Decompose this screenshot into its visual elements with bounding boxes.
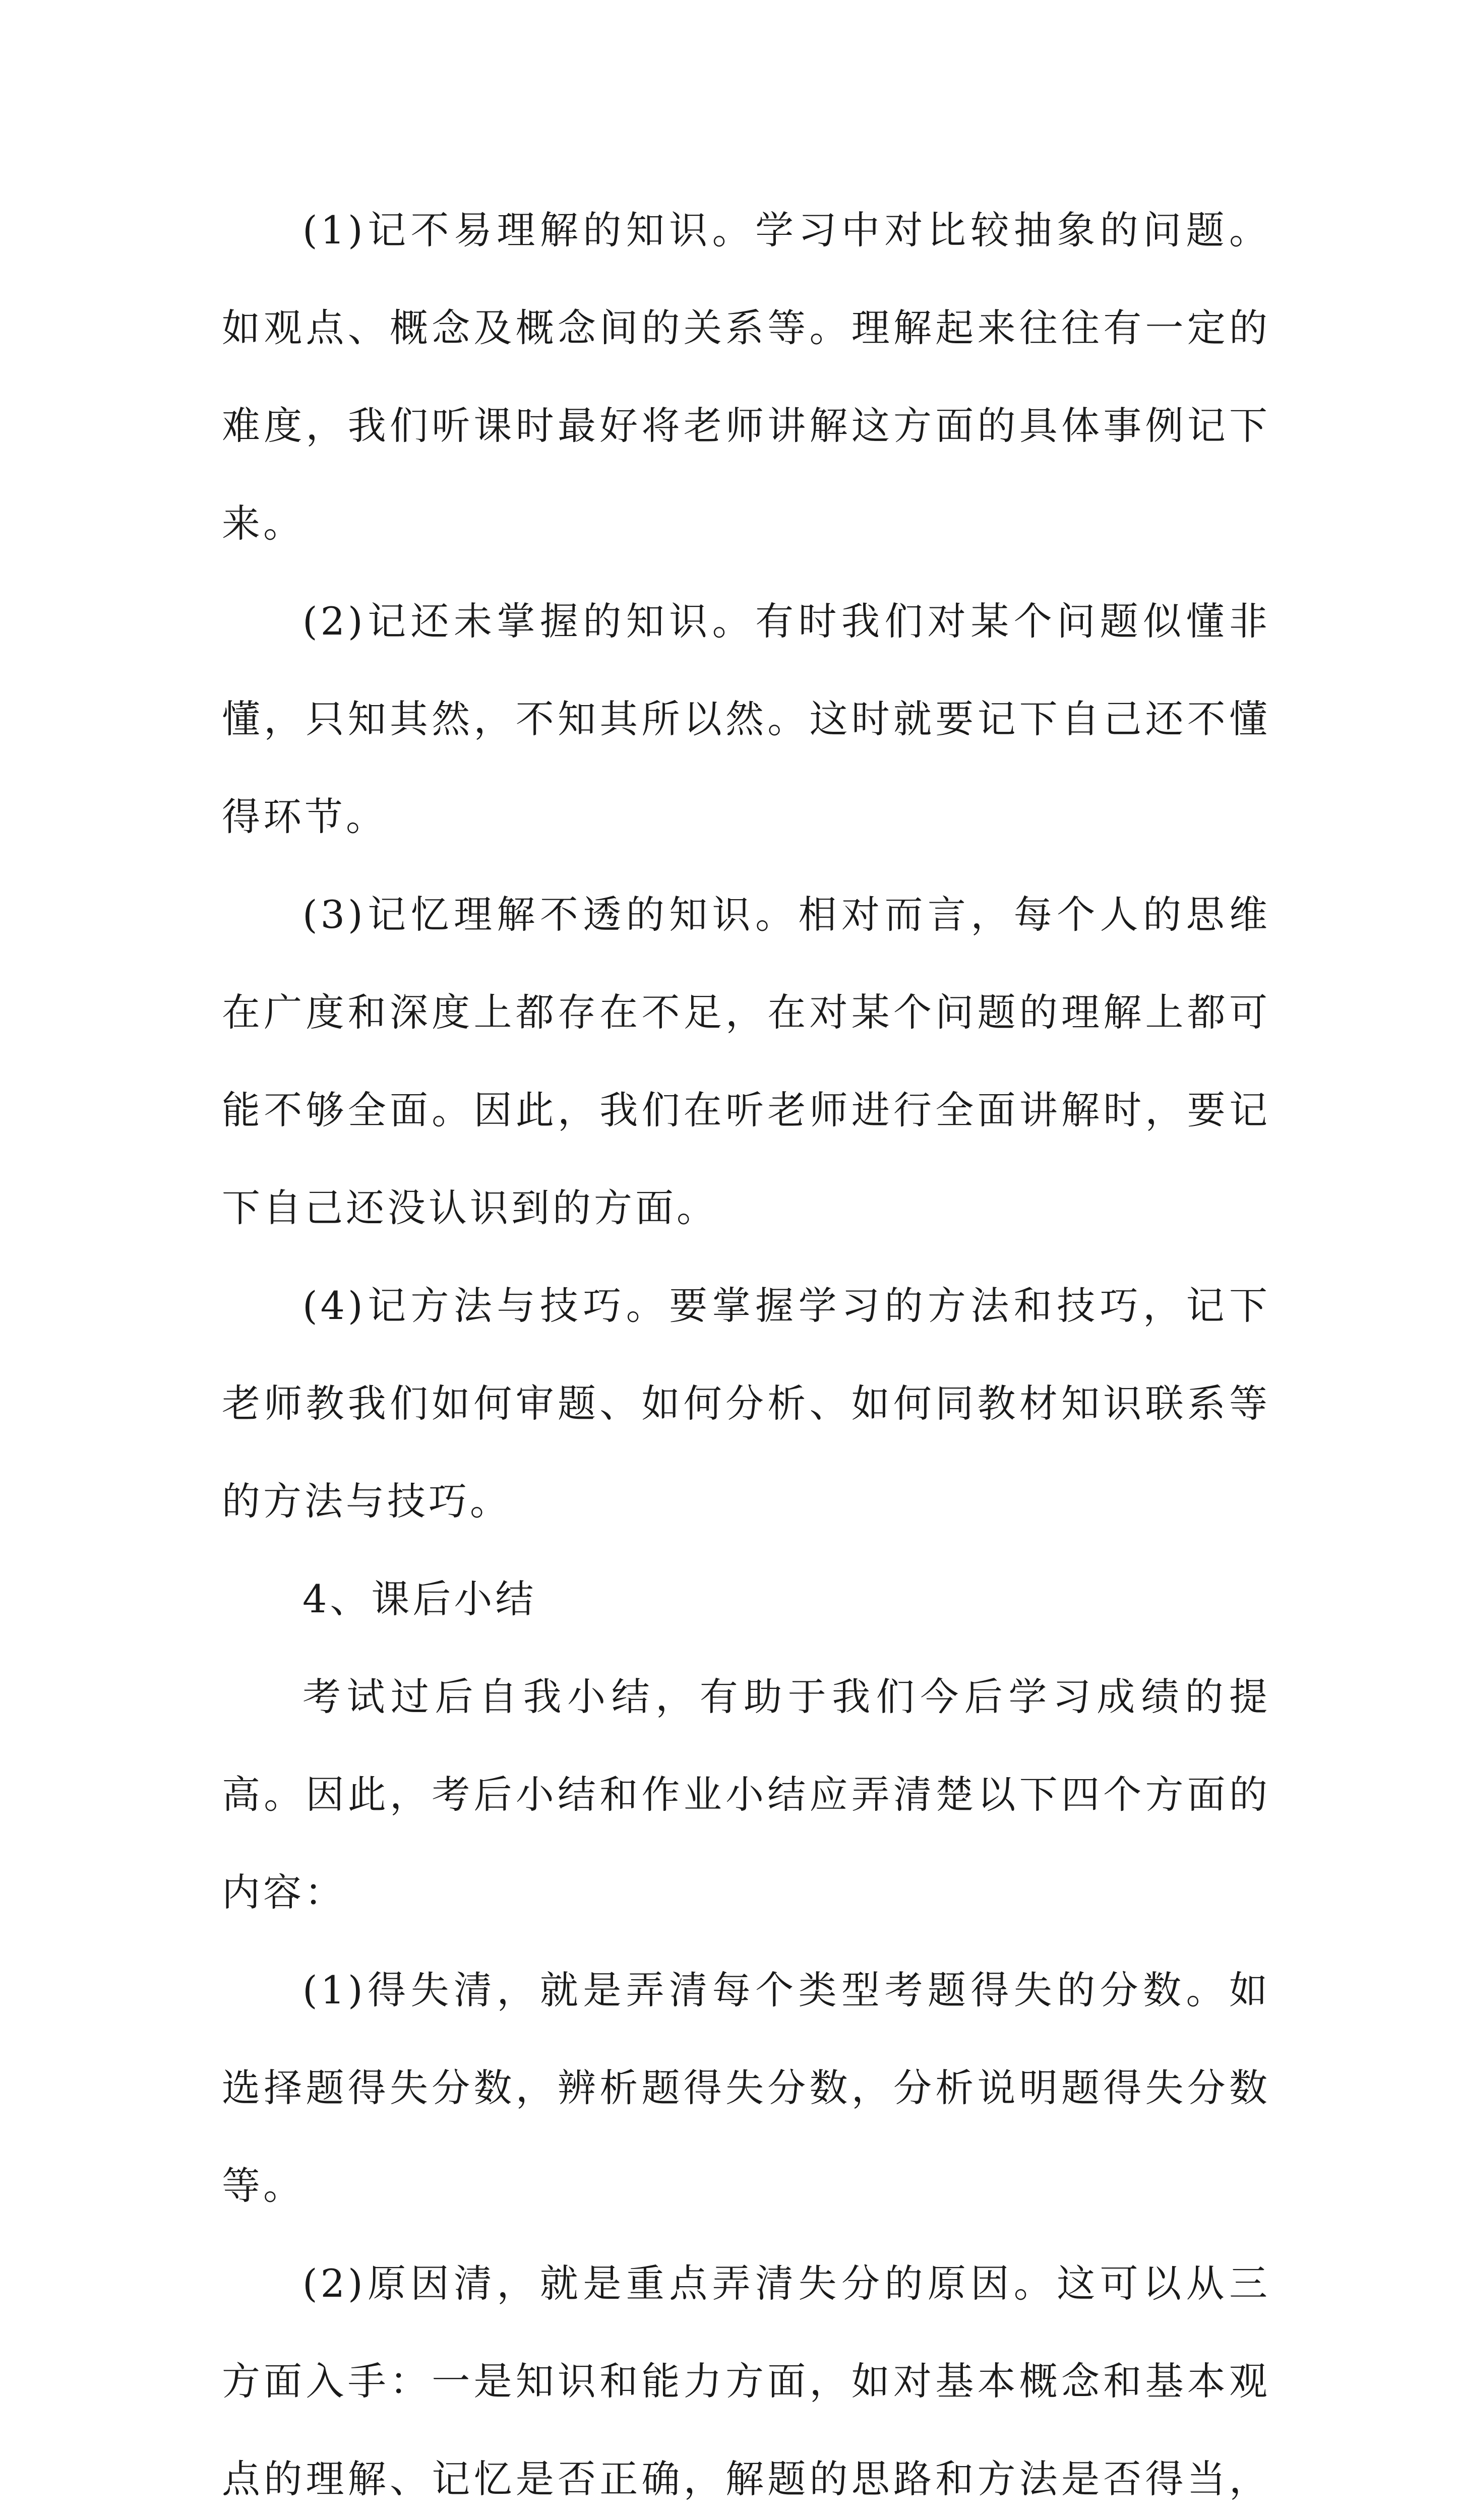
- paragraph-note-difficult: (1)记不易理解的知识。学习中对比较抽象的问题。如观点、概念及概念间的关系等。理解起来往往有一定的难度，我们听课时最好将老师讲解这方面的具体事例记下来。: [222, 208, 1270, 546]
- paragraph-summary-intro: 考试过后自我小结，有助于我们今后学习成绩的提高。因此，考后小结和作业小结应弄清楚以下四个方面的内容：: [222, 1674, 1270, 1915]
- section-heading-summary: 4、课后小结: [302, 1577, 537, 1621]
- document-body: [222, 181, 1270, 2520]
- paragraph-note-unclear: (3)记忆理解不透的知识。相对而言，每个人的思维在广度和深度上都存在不足，在对某个问题的理解上都可能不够全面。因此，我们在听老师进行全面讲解时，要记下自己还没认识到的方面。: [222, 892, 1270, 1230]
- paragraph-gains-losses: (1)得失清，就是弄清每个类型考题得失的分数。如选择题得失分数，辨析题得失分数，分析说明题得失分数等。: [222, 1968, 1270, 2208]
- paragraph-note-methods: (4)记方法与技巧。要掌握学习的方法和技巧，记下老师教我们如何审题、如何分析、如何同教材知识联系等的方法与技巧。: [222, 1283, 1270, 1524]
- paragraph-note-unmastered: (2)记还未掌握的知识。有时我们对某个问题似懂非懂，只知其然，不知其所以然。这时就要记下自己还不懂得环节。: [222, 599, 1270, 839]
- paragraph-reasons: (2)原因清，就是重点弄清失分的原因。这可以从三方面入手：一是知识和能力方面，如对基本概念和基本观点的理解、记忆是否正确，解题的思路和方法是否得当，: [222, 2261, 1270, 2501]
